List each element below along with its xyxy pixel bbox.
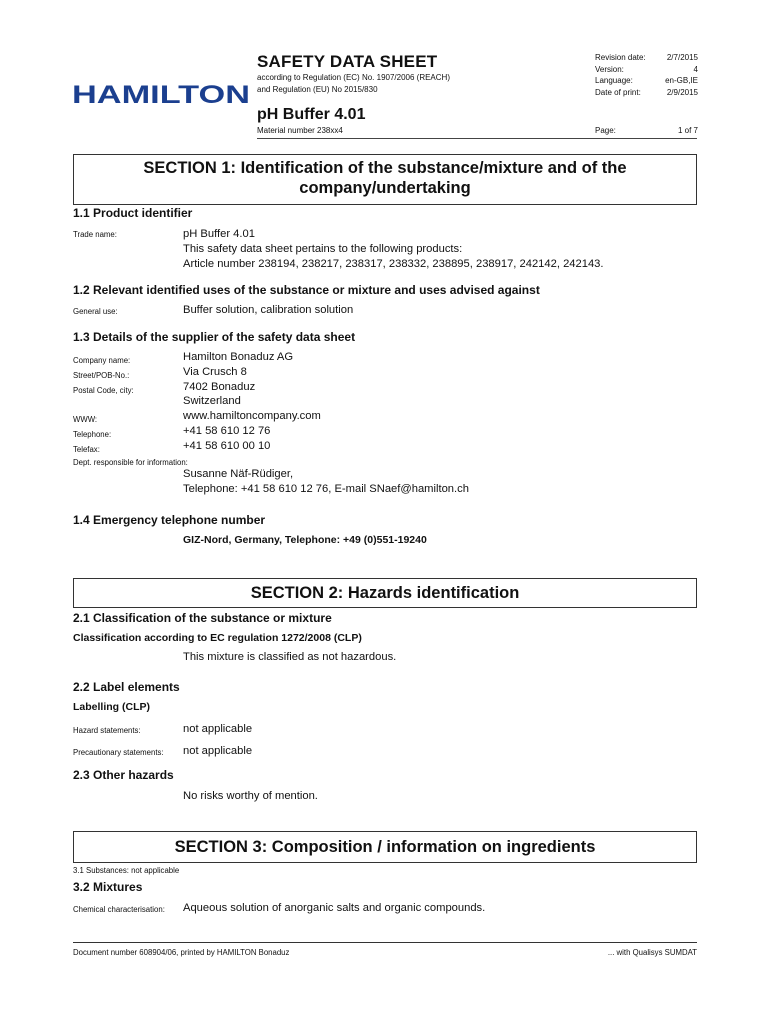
heading-3-2: 3.2 Mixtures [73, 880, 143, 894]
section-1-title [73, 154, 697, 205]
dept-block [183, 467, 469, 497]
logo-text: HAMILTON [72, 82, 250, 106]
general-use-label: General use: [73, 307, 118, 316]
product-name: pH Buffer 4.01 [257, 106, 366, 123]
supplier-values [183, 350, 321, 454]
page-label: Page: [595, 126, 616, 135]
www-value[interactable]: www.hamiltoncompany.com [183, 410, 321, 423]
meta-values [640, 52, 698, 98]
regulation-line-1: according to Regulation (EC) No. 1907/2006 (REACH) [257, 73, 450, 82]
general-use-value: Buffer solution, calibration solution [183, 304, 354, 316]
dept-label: Dept. responsible for information: [73, 458, 188, 467]
telephone-value: +41 58 610 12 76 [183, 424, 271, 437]
trade-name-value: pH Buffer 4.01 [183, 228, 255, 240]
contact-labels [73, 413, 111, 457]
hazard-statements-value: not applicable [183, 723, 253, 735]
material-number: Material number 238xx4 [257, 126, 343, 135]
classification-text: This mixture is classified as not hazardous. [183, 651, 397, 663]
heading-2-3: 2.3 Other hazards [73, 768, 174, 782]
country-value: Switzerland [183, 395, 241, 408]
telefax-label: Telefax: [73, 444, 100, 454]
section-3-title: SECTION 3: Composition / information on ingredients [73, 831, 697, 863]
trade-name-label: Trade name: [73, 230, 117, 239]
footer-divider [73, 942, 697, 943]
company-label: Company name: [73, 356, 131, 365]
section-2-title: SECTION 2: Hazards identification [73, 578, 697, 608]
dept-contact: Telephone: +41 58 610 12 76, E-mail SNaef@hamilton.ch [183, 482, 469, 495]
meta-labels [595, 52, 646, 98]
www-label: WWW: [73, 415, 98, 424]
print-date-label: Date of print: [595, 87, 641, 97]
section-1-title-line-1: SECTION 1: Identification of the substance/mixture and of the [143, 159, 627, 177]
revision-date-value: 2/7/2015 [666, 53, 698, 62]
regulation-line-2: and Regulation (EU) No 2015/830 [257, 85, 378, 94]
language-value: en-GB,IE [665, 76, 698, 85]
heading-1-3: 1.3 Details of the supplier of the safety data sheet [73, 330, 356, 344]
footer-document-number: Document number 608904/06, printed by HAMILTON Bonaduz [73, 948, 290, 957]
substances-note: 3.1 Substances: not applicable [73, 866, 180, 875]
version-value: 4 [693, 64, 698, 74]
company-value: Hamilton Bonaduz AG [183, 351, 294, 363]
page-number: 1 of 7 [677, 126, 698, 135]
chemical-characterisation-value: Aqueous solution of anorganic salts and organic compounds. [183, 902, 486, 914]
chemical-characterisation-label: Chemical characterisation: [73, 905, 165, 914]
precautionary-statements-label: Precautionary statements: [73, 748, 164, 757]
print-date-value: 2/9/2015 [666, 87, 698, 97]
language-label: Language: [595, 76, 633, 85]
document-title: SAFETY DATA SHEET [257, 52, 438, 71]
postal-label: Postal Code, city: [73, 385, 134, 395]
emergency-phone: GIZ-Nord, Germany, Telephone: +49 (0)551-19240 [183, 534, 427, 546]
labelling-heading: Labelling (CLP) [73, 701, 150, 713]
footer-software: ... with Qualisys SUMDAT [607, 948, 697, 957]
street-value: Via Crusch 8 [183, 365, 247, 378]
pertains-text: This safety data sheet pertains to the following products: [183, 242, 463, 255]
telephone-label: Telephone: [73, 429, 112, 439]
dept-name: Susanne Näf-Rüdiger, [183, 468, 294, 480]
heading-1-4: 1.4 Emergency telephone number [73, 513, 266, 527]
other-hazards-text: No risks worthy of mention. [183, 790, 318, 802]
precautionary-statements-value: not applicable [183, 745, 253, 757]
version-label: Version: [595, 64, 624, 74]
heading-2-1: 2.1 Classification of the substance or mixture [73, 611, 332, 625]
revision-date-label: Revision date: [595, 53, 646, 62]
telefax-value: +41 58 610 00 10 [183, 439, 271, 452]
street-label: Street/POB-No.: [73, 370, 130, 380]
hamilton-logo [72, 82, 252, 106]
heading-2-2: 2.2 Label elements [73, 680, 180, 694]
section-1-title-line-2: company/undertaking [299, 179, 471, 197]
trade-name-block [183, 227, 604, 271]
heading-1-1: 1.1 Product identifier [73, 206, 193, 220]
header-divider [257, 138, 697, 139]
postal-value: 7402 Bonaduz [183, 380, 256, 393]
article-numbers: Article number 238194, 238217, 238317, 238332, 238895, 238917, 242142, 242143. [183, 257, 604, 270]
supplier-labels [73, 354, 134, 398]
clp-classification-heading: Classification according to EC regulation 1272/2008 (CLP) [73, 632, 362, 644]
heading-1-2: 1.2 Relevant identified uses of the substance or mixture and uses advised against [73, 283, 540, 297]
hazard-statements-label: Hazard statements: [73, 726, 141, 735]
regulation-text [257, 72, 517, 96]
